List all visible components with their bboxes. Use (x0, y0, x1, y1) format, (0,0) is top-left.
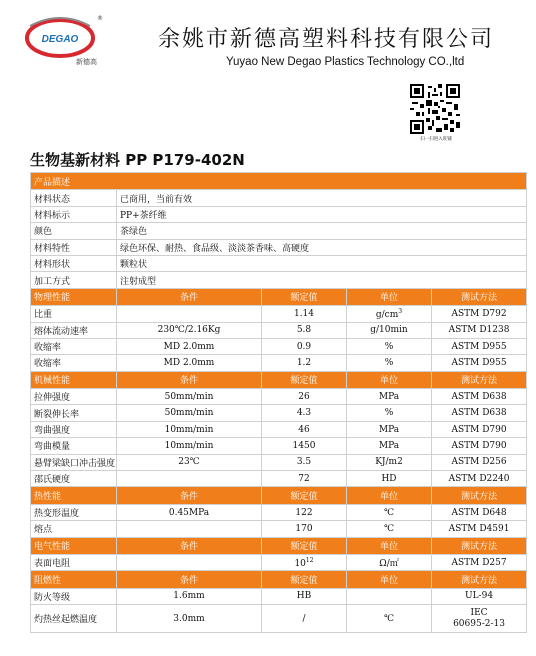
property-row (31, 389, 527, 405)
property-value (262, 421, 347, 437)
method-line: IEC (470, 607, 488, 618)
property-name: 防火等级 (31, 588, 117, 604)
property-condition: 230℃/2.16Kg (117, 322, 262, 338)
property-method: UL-94 (432, 588, 527, 604)
property-row (31, 605, 527, 633)
property-unit (347, 521, 432, 537)
property-condition: 23℃ (117, 454, 262, 470)
property-condition: MD 2.0mm (117, 355, 262, 371)
property-method: ASTM D790 (432, 421, 527, 437)
column-header-condition: 条件 (117, 571, 262, 588)
property-condition: 10mm/min (117, 438, 262, 454)
property-condition (117, 471, 262, 487)
property-condition: MD 2.0mm (117, 338, 262, 354)
column-header-condition: 条件 (117, 487, 262, 504)
property-name: 断裂伸长率 (31, 405, 117, 421)
unit-text: MPa (378, 440, 400, 451)
property-unit (347, 471, 432, 487)
description-value: 绿色环保、耐热、食品级、淡淡茶香味、高硬度 (117, 239, 527, 255)
property-unit (347, 454, 432, 470)
unit-text: % (384, 408, 394, 419)
qr-caption: 扫一扫进入旺铺 (420, 137, 452, 142)
column-header-condition: 条件 (117, 537, 262, 554)
column-header-method: 测试方法 (432, 537, 527, 554)
description-rows (31, 190, 527, 288)
property-name: 比重 (31, 306, 117, 322)
property-condition: 10mm/min (117, 421, 262, 437)
value-text: 1.14 (293, 308, 315, 319)
property-sections (31, 288, 527, 632)
property-condition: 50mm/min (117, 389, 262, 405)
property-method: ASTM D648 (432, 504, 527, 520)
description-label: 材料标示 (31, 206, 117, 222)
section-title: 机械性能 (31, 371, 117, 388)
description-value: 注射成型 (117, 272, 527, 288)
property-method: ASTM D1238 (432, 322, 527, 338)
property-unit (347, 306, 432, 322)
property-unit (347, 438, 432, 454)
property-row (31, 355, 527, 371)
description-label: 颜色 (31, 223, 117, 239)
column-header-value: 额定值 (262, 571, 347, 588)
value-text: 72 (298, 473, 310, 484)
property-condition: 3.0mm (117, 605, 262, 633)
section-title: 电气性能 (31, 537, 117, 554)
unit-text: MPa (378, 424, 400, 435)
property-method: ASTM D955 (432, 355, 527, 371)
property-name: 表面电阻 (31, 554, 117, 570)
description-label: 材料状态 (31, 190, 117, 206)
section-header-flammability (31, 571, 527, 588)
property-method: ASTM D638 (432, 389, 527, 405)
property-unit (347, 389, 432, 405)
value-text: 4.3 (296, 408, 312, 419)
property-condition: 50mm/min (117, 405, 262, 421)
value-text: 5.8 (296, 325, 312, 336)
description-label: 材料特性 (31, 239, 117, 255)
property-unit (347, 322, 432, 338)
property-value (262, 521, 347, 537)
property-name: 灼热丝起燃温度 (31, 605, 117, 633)
column-header-value: 额定值 (262, 371, 347, 388)
property-value (262, 355, 347, 371)
product-data-table (30, 172, 527, 633)
property-row (31, 405, 527, 421)
property-name: 弯曲模量 (31, 438, 117, 454)
property-value (262, 588, 347, 604)
value-text: 1.2 (296, 357, 312, 368)
property-condition: 0.45MPa (117, 504, 262, 520)
unit-text: g/cm (375, 309, 399, 320)
property-value (262, 389, 347, 405)
property-value (262, 438, 347, 454)
property-value (262, 322, 347, 338)
property-value (262, 605, 347, 633)
company-name-english: Yuyao New Degao Plastics Technology CO.,ltd (226, 56, 465, 68)
logo-text: DEGAO (41, 34, 79, 45)
value-text: / (302, 613, 306, 624)
unit-exponent: 3 (398, 307, 403, 315)
property-name: 熔体流动速率 (31, 322, 117, 338)
property-value (262, 338, 347, 354)
property-value (262, 504, 347, 520)
property-row (31, 322, 527, 338)
section-title: 产品描述 (31, 173, 527, 190)
company-name-chinese: 余姚市新德高塑料科技有限公司 (158, 27, 495, 52)
description-row (31, 206, 527, 222)
property-value (262, 554, 347, 570)
description-label: 材料形状 (31, 255, 117, 271)
column-header-condition: 条件 (117, 288, 262, 305)
column-header-unit: 单位 (347, 371, 432, 388)
property-condition (117, 554, 262, 570)
property-name: 收缩率 (31, 355, 117, 371)
property-name: 熔点 (31, 521, 117, 537)
property-value (262, 306, 347, 322)
column-header-condition: 条件 (117, 371, 262, 388)
description-row (31, 190, 527, 206)
value-exponent: 12 (305, 556, 314, 564)
property-row (31, 588, 527, 604)
property-row (31, 471, 527, 487)
property-row (31, 438, 527, 454)
property-unit (347, 588, 432, 604)
method-line: 60695-2-13 (453, 618, 505, 629)
property-method: ASTM D256 (432, 454, 527, 470)
unit-text: % (384, 341, 394, 352)
description-value: 颗粒状 (117, 255, 527, 271)
unit-text: ℃ (383, 507, 395, 518)
value-text: 170 (295, 523, 313, 534)
section-header-electrical (31, 537, 527, 554)
property-method: ASTM D955 (432, 338, 527, 354)
property-row (31, 306, 527, 322)
property-method: ASTM D2240 (432, 471, 527, 487)
property-name: 悬臂梁缺口冲击强度 (31, 454, 117, 470)
section-title: 阻燃性 (31, 571, 117, 588)
value-text: 122 (295, 507, 313, 518)
logo-caption: 新德高 (76, 58, 97, 66)
property-unit (347, 504, 432, 520)
description-row (31, 239, 527, 255)
property-method: ASTM D257 (432, 554, 527, 570)
degao-logo (24, 14, 114, 74)
property-unit (347, 421, 432, 437)
property-value (262, 471, 347, 487)
section-header-thermal (31, 487, 527, 504)
column-header-value: 额定值 (262, 487, 347, 504)
property-name: 拉伸强度 (31, 389, 117, 405)
property-unit (347, 554, 432, 570)
property-row (31, 521, 527, 537)
property-condition (117, 521, 262, 537)
property-method: ASTM D638 (432, 405, 527, 421)
value-text: HB (296, 591, 312, 602)
column-header-method: 测试方法 (432, 487, 527, 504)
property-row (31, 554, 527, 570)
property-value (262, 405, 347, 421)
property-name: 邵氏硬度 (31, 471, 117, 487)
description-row (31, 223, 527, 239)
value-text: 3.5 (296, 457, 312, 468)
column-header-unit: 单位 (347, 537, 432, 554)
property-row (31, 454, 527, 470)
unit-text: HD (381, 473, 397, 484)
column-header-method: 测试方法 (432, 371, 527, 388)
section-title: 热性能 (31, 487, 117, 504)
property-row (31, 338, 527, 354)
property-row (31, 504, 527, 520)
description-row (31, 255, 527, 271)
column-header-unit: 单位 (347, 288, 432, 305)
qr-code-icon (410, 84, 460, 134)
unit-text: g/10min (370, 325, 408, 336)
section-header-mechanical (31, 371, 527, 388)
column-header-method: 测试方法 (432, 571, 527, 588)
section-header-description (31, 173, 527, 190)
property-condition (117, 306, 262, 322)
value-text: 46 (298, 424, 310, 435)
unit-text: ℃ (383, 523, 395, 534)
property-value (262, 454, 347, 470)
value-text: 10 (294, 558, 306, 569)
property-row (31, 421, 527, 437)
property-name: 收缩率 (31, 338, 117, 354)
property-method: ASTM D792 (432, 306, 527, 322)
column-header-value: 额定值 (262, 537, 347, 554)
description-row (31, 272, 527, 288)
description-value: 已商用，当前有效 (117, 190, 527, 206)
unit-text: MPa (378, 391, 400, 402)
unit-text: ℃ (383, 613, 395, 624)
property-method (432, 605, 527, 633)
description-value: PP+茶纤维 (117, 206, 527, 222)
value-text: 1450 (292, 440, 316, 451)
column-header-method: 测试方法 (432, 288, 527, 305)
property-condition: 1.6mm (117, 588, 262, 604)
property-name: 热变形温度 (31, 504, 117, 520)
product-title: 生物基新材料 PP P179-402N (30, 151, 245, 169)
property-unit (347, 338, 432, 354)
value-text: 26 (298, 391, 310, 402)
property-method: ASTM D4591 (432, 521, 527, 537)
document-header (0, 0, 536, 140)
property-name: 弯曲强度 (31, 421, 117, 437)
section-header-physical (31, 288, 527, 305)
column-header-unit: 单位 (347, 571, 432, 588)
property-method: ASTM D790 (432, 438, 527, 454)
section-title: 物理性能 (31, 288, 117, 305)
column-header-unit: 单位 (347, 487, 432, 504)
value-text: 0.9 (296, 341, 312, 352)
column-header-value: 额定值 (262, 288, 347, 305)
unit-text: % (384, 357, 394, 368)
description-label: 加工方式 (31, 272, 117, 288)
property-unit (347, 355, 432, 371)
unit-text: KJ/m2 (375, 457, 403, 468)
property-unit (347, 405, 432, 421)
property-unit (347, 605, 432, 633)
unit-text: Ω/㎡ (379, 559, 399, 570)
description-value: 茶绿色 (117, 223, 527, 239)
svg-text:®: ® (97, 15, 103, 22)
